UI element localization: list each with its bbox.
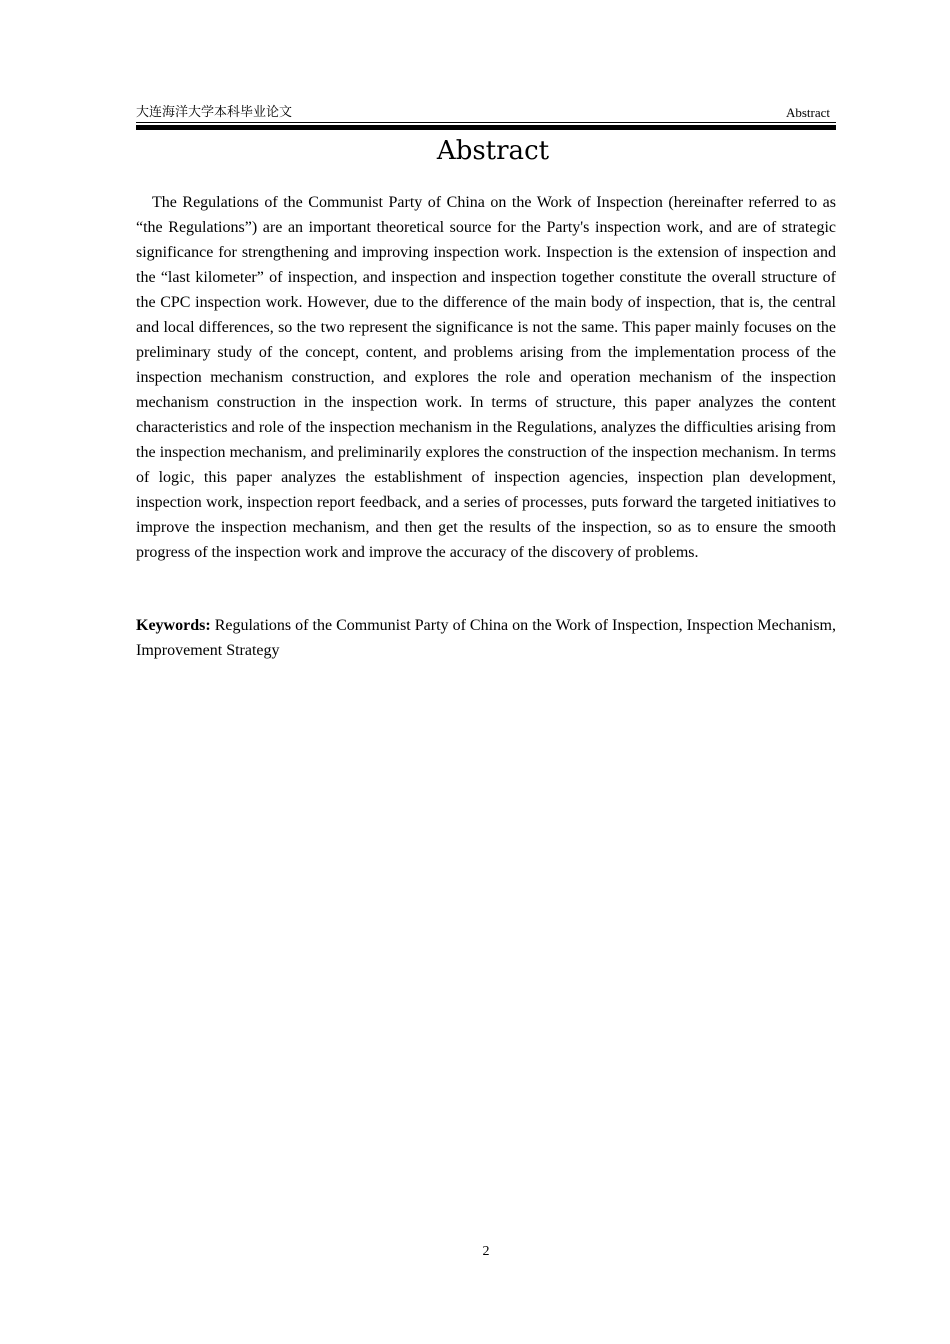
keywords-paragraph <box>136 613 836 663</box>
keywords-label: Keywords: <box>136 617 211 634</box>
keywords-text: Regulations of the Communist Party of China on the Work of Inspection, Inspection Mechanism, Improvement Strategy <box>136 617 836 659</box>
header-rule-thick <box>136 125 836 130</box>
header-university-thesis: 大连海洋大学本科毕业论文 <box>136 105 293 120</box>
page-number: 2 <box>482 1244 490 1259</box>
header-section-name: Abstract <box>785 105 830 120</box>
header-rule-thin <box>136 122 836 123</box>
page-title: Abstract <box>436 136 550 166</box>
running-header <box>136 104 836 122</box>
abstract-paragraph: The Regulations of the Communist Party of China on the Work of Inspection (hereinafter referred to as “the Regulations”) are an important theoretical source for the Party's inspection work, and are of strategic significance for strengthening and improving inspection work. Inspection is the extension of inspection and the “last kilometer” of inspection, and inspection and inspection together constitute the overall structure of the CPC inspection work. However, due to the difference of the main body of inspection, that is, the central and local differences, so the two represent the significance is not the same. This paper mainly focuses on the preliminary study of the concept, content, and problems arising from the implementation process of the inspection mechanism construction, and explores the role and operation mechanism of the inspection mechanism construction in the inspection work. In terms of structure, this paper analyzes the content characteristics and role of the inspection mechanism in the Regulations, analyzes the difficulties arising from the inspection mechanism, and preliminarily explores the construction of the inspection mechanism. In terms of logic, this paper analyzes the establishment of inspection agencies, inspection plan development, inspection work, inspection report feedback, and a series of processes, puts forward the targeted initiatives to improve the inspection mechanism, and then get the results of the inspection, so as to ensure the smooth progress of the inspection work and improve the accuracy of the discovery of problems. <box>136 194 836 561</box>
